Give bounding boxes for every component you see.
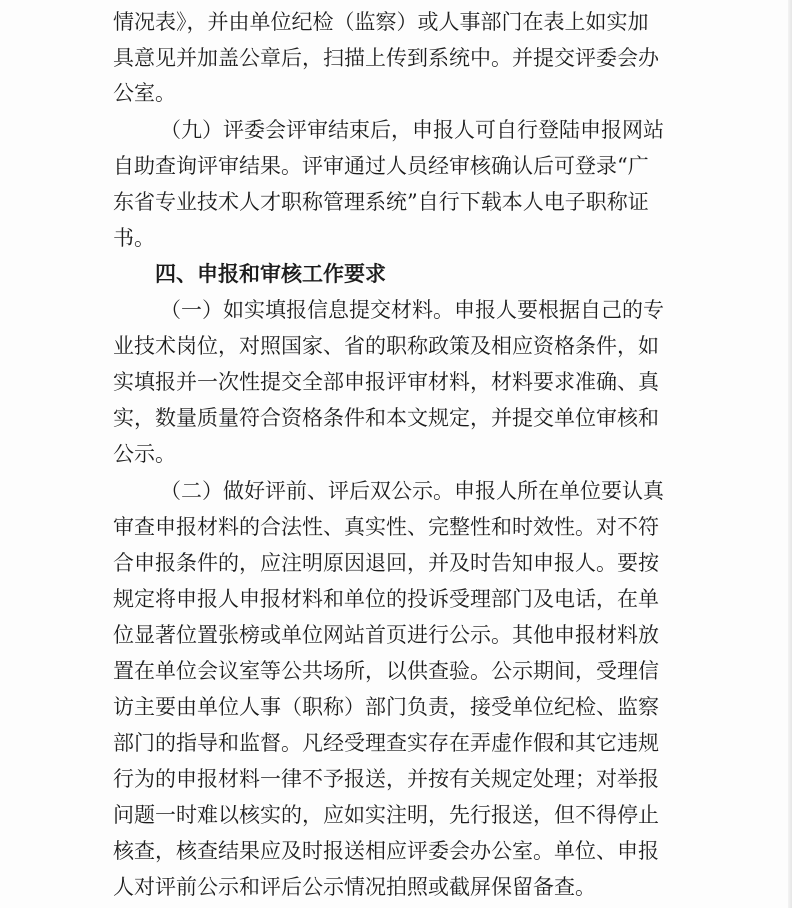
paragraph-1-start: （一）如实填报信息提交材料。申报人要根据自己的专 [160,298,664,322]
text-line: 自助查询评审结果。评审通过人员经审核确认后可登录“广 [113,154,649,178]
text-line: 具意见并加盖公章后，扫描上传到系统中。并提交评委会办 [113,46,659,70]
text-line: 公室。 [113,81,176,105]
text-line: 位显著位置张榜或单位网站首页进行公示。其他申报材料放 [113,623,659,647]
text-line: 书。 [113,226,155,250]
text-line: 核查，核查结果应及时报送相应评委会办公室。单位、申报 [113,839,659,863]
text-line: 合申报条件的，应注明原因退回，并及时告知申报人。要按 [113,551,659,575]
text-line: 置在单位会议室等公共场所，以供查验。公示期间，受理信 [113,659,659,683]
text-line: 东省专业技术人才职称管理系统”自行下载本人电子职称证 [113,190,649,214]
text-line: 人对评前公示和评后公示情况拍照或截屏保留备查。 [113,875,596,899]
text-line: 情况表》，并由单位纪检（监察）或人事部门在表上如实加 [113,10,649,34]
text-line: 业技术岗位，对照国家、省的职称政策及相应资格条件，如 [113,334,659,358]
text-line: 公示。 [113,442,176,466]
text-line: 规定将申报人申报材料和单位的投诉受理部门及电话，在单 [113,587,659,611]
section-heading: 四、申报和审核工作要求 [155,262,386,286]
text-line: 部门的指导和监督。凡经受理查实存在弄虚作假和其它违规 [113,731,659,755]
text-line: 行为的申报材料一律不予报送，并按有关规定处理；对举报 [113,767,659,791]
text-line: 实填报并一次性提交全部申报评审材料，材料要求准确、真 [113,370,659,394]
paragraph-2-start: （二）做好评前、评后双公示。申报人所在单位要认真 [160,479,664,503]
text-line: 审查申报材料的合法性、真实性、完整性和时效性。对不符 [113,515,659,539]
text-line: 实，数量质量符合资格条件和本文规定，并提交单位审核和 [113,406,659,430]
text-line: 问题一时难以核实的，应如实注明，先行报送，但不得停止 [113,803,659,827]
scan-edge [788,0,792,908]
paragraph-9-start: （九）评委会评审结束后，申报人可自行登陆申报网站 [160,118,664,142]
text-line: 访主要由单位人事（职称）部门负责，接受单位纪检、监察 [113,695,659,719]
